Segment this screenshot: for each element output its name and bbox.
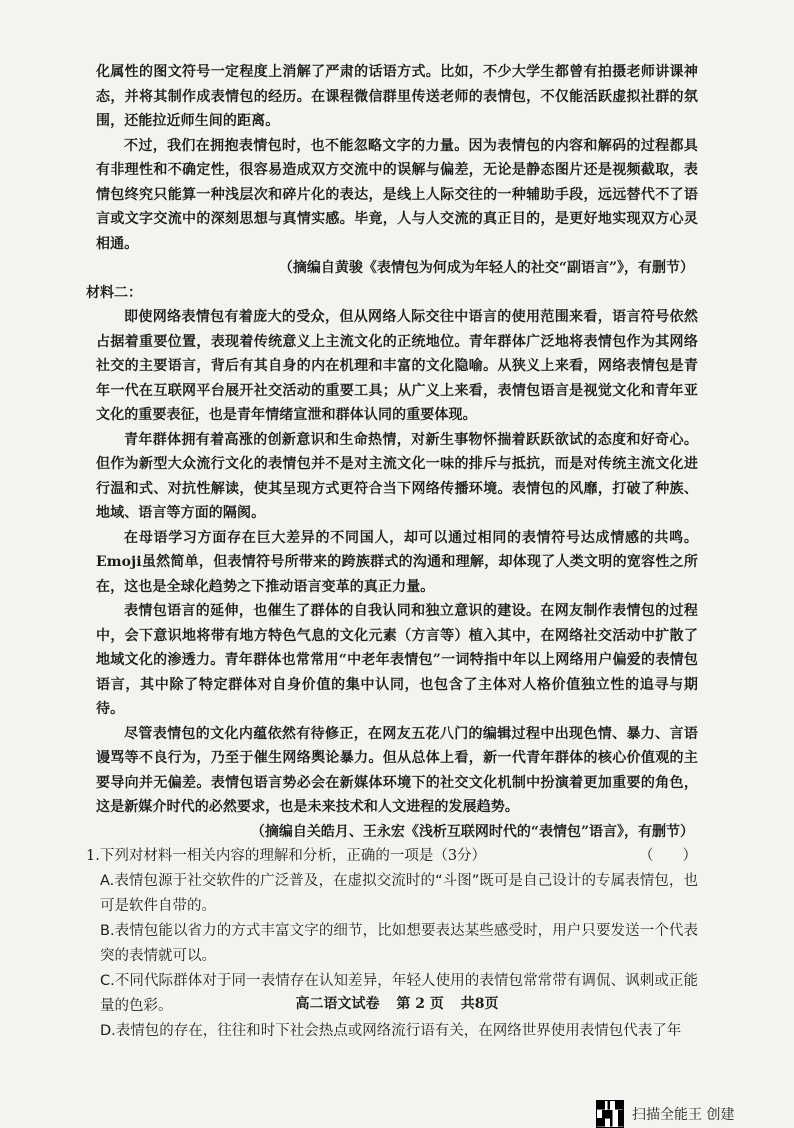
option-b: B.表情包能以省力的方式丰富文字的细节，比如想要表达某些感受时，用户只要发送一个代表突的表情就可以。 — [100, 923, 698, 964]
material1-paragraph-2: 不过，我们在拥抱表情包时，也不能忽略文字的力量。因为表情包的内容和解码的过程都具有非理性和不确定性，很容易造成双方交流中的误解与偏差，无论是静态图片还是视频截取，表情包终究只能算一种浅层次和碎片化的表达，是线上人际交往的一种辅助手段，远远替代不了语言或文字交流中的深刻思想与真情实感。毕竟，人与人交流的真正目的，是更好地实现双方心灵相通。 — [96, 137, 698, 252]
material2-paragraph-4: 表情包语言的延伸，也催生了群体的自我认同和独立意识的建设。在网友制作表情包的过程中，会下意识地将带有地方特色气息的文化元素（方言等）植入其中，在网络社交活动中扩散了地域文化的渗透力。青年群体也常常用“中老年表情包”一词特指中年以上网络用户偏爱的表情包语言，其中除了特定群体对自身价值的集中认同，也包含了主体对人格价值独立性的追寻与期待。 — [96, 603, 698, 717]
material2-paragraph-2: 青年群体拥有着高涨的创新意识和生命热情，对新生事物怀揣着跃跃欲试的态度和好奇心。但作为新型大众流行文化的表情包并不是对主流文化一味的排斥与抵抗，而是对传统主流文化进行温和式、对抗性解读，使其呈现方式更符合当下网络传播环境。表情包的风靡，打破了种族、地域、语言等方面的隔阂。 — [96, 431, 698, 521]
footer-total-pages: 共8页 — [460, 996, 499, 1012]
footer-page-number: 第 2 页 — [396, 996, 444, 1012]
question-1-stem — [86, 844, 698, 869]
material1-source: （摘编自黄骏《表情包为何成为年轻人的社交“副语言”》，有删节） — [278, 260, 694, 276]
material1-paragraph-continued: 化属性的图文符号一定程度上消解了严肃的话语方式。比如，不少大学生都曾有拍摄老师讲课神态，并将其制作成表情包的经历。在课程微信群里传送老师的表情包，不仅能活跃虚拟社群的氛围，还能拉近师生间的距离。 — [96, 64, 698, 129]
scanner-label: 扫描全能王 创建 — [632, 1107, 735, 1123]
footer-exam-name: 高二语文试卷 — [295, 996, 380, 1012]
material2-paragraph-1: 即使网络表情包有着庞大的受众，但从网络人际交往中语言的使用范围来看，语言符号依然占据着重要位置，表现着传统意义上主流文化的正统地位。青年群体广泛地将表情包作为其网络社交的主要语言，背后有其自身的内在机理和丰富的文化隐喻。从狭义上来看，网络表情包是青年一代在互联网平台展开社交活动的重要工具；从广义上来看，表情包语言是视觉文化和青年亚文化的重要表征，也是青年情绪宣泄和群体认同的重要体现。 — [96, 309, 698, 423]
option-a: A.表情包源于社交软件的广泛普及，在虚拟交流时的“斗图”既可是自己设计的专属表情包，也可是软件自带的。 — [100, 873, 698, 914]
page-footer — [0, 993, 794, 1013]
answer-blank: （ ） — [639, 848, 697, 864]
option-d: D.表情包的存在，往往和时下社会热点或网络流行语有关，在网络世界使用表情包代表了年 — [100, 1023, 682, 1039]
option-c: C.不同代际群体对于同一表情存在认知差异，年轻人使用的表情包常常带有调侃、讽刺或正能量的色彩。 — [100, 973, 698, 1014]
material2-source: （摘编自关皓月、王永宏《浅析互联网时代的“表情包”语言》，有删节） — [250, 823, 694, 840]
page-content — [86, 60, 698, 1044]
question-1-text: 1.下列对材料一相关内容的理解和分析，正确的一项是（3分） — [86, 848, 487, 864]
material2-paragraph-5: 尽管表情包的文化内蕴依然有待修正，在网友五花八门的编辑过程中出现色情、暴力、言语谩骂等不良行为，乃至于催生网络舆论暴力。但从总体上看，新一代青年群体的核心价值观的主要导向并无偏差。表情包语言势必会在新媒体环境下的社交文化机制中扮演着更加重要的角色，这是新媒介时代的必然要求，也是未来技术和人文进程的发展趋势。 — [96, 725, 698, 815]
material2-paragraph-3: 在母语学习方面存在巨大差异的不同国人，却可以通过相同的表情符号达成情感的共鸣。Emoji虽然简单，但表情符号所带来的跨族群式的沟通和理解，却体现了人类文明的宽容性之所在，这也是全球化趋势之下推动语言变革的真正力量。 — [96, 529, 698, 595]
material2-label: 材料二： — [86, 284, 142, 301]
